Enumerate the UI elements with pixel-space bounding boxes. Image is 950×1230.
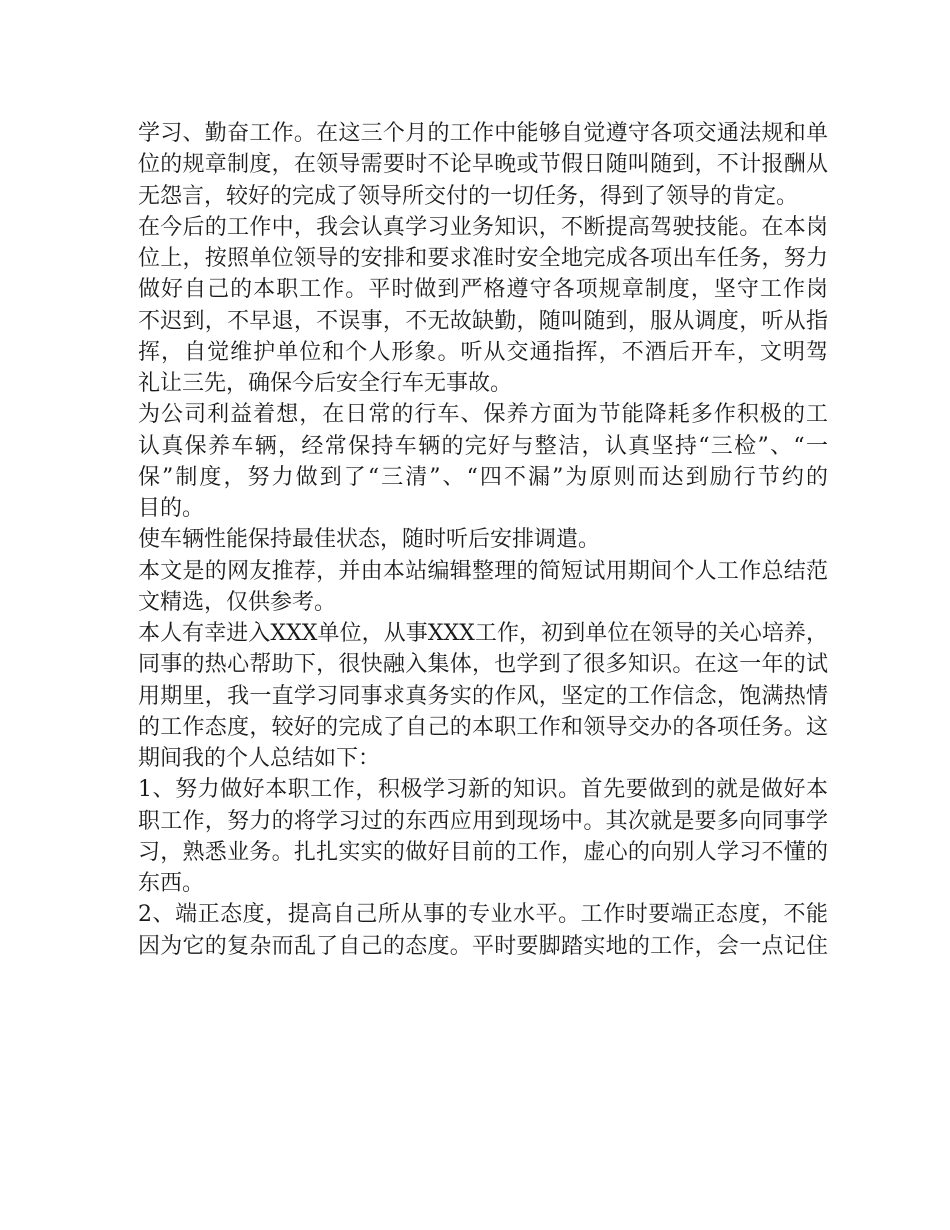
- text-line: 为公司利益着想，在日常的行车、保养方面为节能降耗多作积极的工: [138, 402, 828, 428]
- text-line: 在今后的工作中，我会认真学习业务知识，不断提高驾驶技能。在本岗: [138, 214, 828, 240]
- document-body: [138, 118, 828, 962]
- text-line: 位上，按照单位领导的安排和要求准时安全地完成各项出车任务，努力: [138, 246, 828, 271]
- text-line: 同事的热心帮助下，很快融入集体，也学到了很多知识。在这一年的试: [138, 652, 828, 678]
- text-line: 文精选，仅供参考。: [138, 589, 337, 615]
- text-line: 本人有幸进入XXX单位，从事XXX工作，初到单位在领导的关心培养，: [138, 621, 828, 646]
- text-line: 2、端正态度，提高自己所从事的专业水平。工作时要端正态度，不能: [138, 902, 828, 928]
- text-line: 使车辆性能保持最佳状态，随时听后安排调遣。: [138, 527, 601, 553]
- text-line: 习，熟悉业务。扎扎实实的做好目前的工作，虚心的向别人学习不懂的: [138, 839, 828, 865]
- text-line: 保”制度，努力做到了“三清”、“四不漏”为原则而达到励行节约的: [138, 464, 828, 490]
- text-line: 位的规章制度，在领导需要时不论早晚或节假日随叫随到，不计报酬从: [138, 152, 828, 178]
- text-line: 不迟到，不早退，不误事，不无故缺勤，随叫随到，服从调度，听从指: [138, 308, 828, 334]
- text-line: 本文是的网友推荐，并由本站编辑整理的简短试用期间个人工作总结范: [138, 558, 828, 584]
- text-line: 学习、勤奋工作。在这三个月的工作中能够自觉遵守各项交通法规和单: [138, 121, 828, 146]
- text-line: 用期里，我一直学习同事求真务实的作风，坚定的工作信念，饱满热情: [138, 683, 828, 709]
- text-line: 期间我的个人总结如下：: [138, 746, 381, 771]
- text-line: 无怨言，较好的完成了领导所交付的一切任务，得到了领导的肯定。: [138, 183, 799, 209]
- text-line: 目的。: [138, 496, 205, 521]
- text-line: 职工作，努力的将学习过的东西应用到现场中。其次就是要多向同事学: [138, 808, 828, 834]
- text-line: 做好自己的本职工作。平时做到严格遵守各项规章制度，坚守工作岗: [138, 277, 828, 303]
- text-line: 的工作态度，较好的完成了自己的本职工作和领导交办的各项任务。这: [138, 714, 828, 740]
- text-line: 因为它的复杂而乱了自己的态度。平时要脚踏实地的工作，会一点记住: [138, 933, 828, 959]
- text-line: 1、努力做好本职工作，积极学习新的知识。首先要做到的就是做好本: [138, 777, 828, 803]
- text-line: 挥，自觉维护单位和个人形象。听从交通指挥，不酒后开车，文明驾: [138, 339, 828, 365]
- text-line: 认真保养车辆，经常保持车辆的完好与整洁，认真坚持“三检”、“一: [138, 433, 828, 459]
- text-line: 礼让三先，确保今后安全行车无事故。: [138, 371, 513, 396]
- text-line: 东西。: [138, 871, 205, 896]
